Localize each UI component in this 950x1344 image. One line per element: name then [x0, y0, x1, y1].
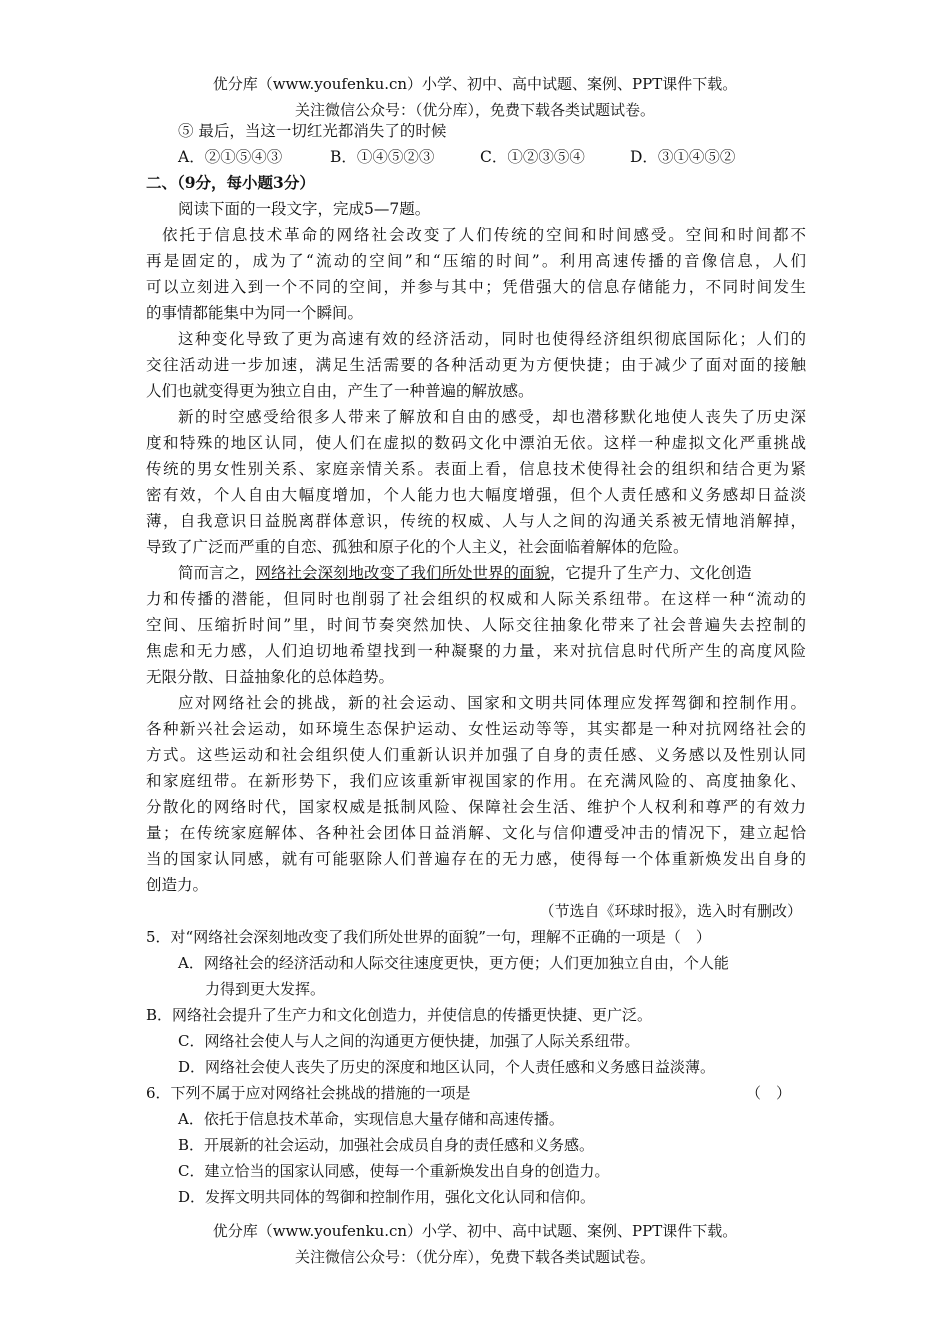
q6-answer-paren: （ ）: [746, 1084, 792, 1102]
passage-p5-line-8: 创造力。: [146, 876, 209, 894]
passage-p5-line-3: 方式。这些运动和社会组织使人们重新认识并加强了自身的责任感、义务感以及性别认同: [146, 746, 806, 764]
q4-option-a: A．②①⑤④③: [178, 148, 283, 166]
q5-option-c: C．网络社会使人与人之间的沟通更方便快捷，加强了人际关系纽带。: [178, 1032, 640, 1050]
q6-option-b: B．开展新的社会运动，加强社会成员自身的责任感和义务感。: [178, 1136, 595, 1154]
q5-option-a-line-1: A．网络社会的经济活动和人际交往速度更快，更方便；人们更加独立自由，个人能: [178, 954, 729, 972]
q6-option-a: A．依托于信息技术革命，实现信息大量存储和高速传播。: [178, 1110, 564, 1128]
q4-option-d: D．③①④⑤②: [630, 148, 736, 166]
section-2-intro: 阅读下面的一段文字，完成5—7题。: [178, 200, 431, 218]
q6-option-c: C．建立恰当的国家认同感，使每一个重新焕发出自身的创造力。: [178, 1162, 610, 1180]
passage-p2-line-1: 这种变化导致了更为高速有效的经济活动，同时也使得经济组织彻底国际化；人们的: [178, 330, 806, 348]
q5-option-b: B．网络社会提升了生产力和文化创造力，并使信息的传播更快捷、更广泛。: [146, 1006, 653, 1024]
passage-p3-line-4: 密有效，个人自由大幅度增加，个人能力也大幅度增强，但个人责任感和义务感却日益淡: [146, 486, 806, 504]
q5-stem: 5．对“网络社会深刻地改变了我们所处世界的面貌”一句，理解不正确的一项是（ ）: [146, 928, 711, 946]
page-footer-line-1: 优分库（www.youfenku.cn）小学、初中、高中试题、案例、PPT课件下载。: [212, 1222, 738, 1240]
q4-option-c: C．①②③⑤④: [480, 148, 585, 166]
passage-p1-line-4: 的事情都能集中为同一个瞬间。: [146, 304, 364, 322]
passage-p3-line-2: 度和特殊的地区认同，使人们在虚拟的数码文化中漂泊无依。这样一种虚拟文化严重挑战: [146, 434, 806, 452]
page-header-line-2: 关注微信公众号：（优分库），免费下载各类试题试卷。: [294, 101, 655, 119]
passage-p3-line-1: 新的时空感受给很多人带来了解放和自由的感受，却也潜移默化地使人丧失了历史深: [178, 408, 806, 426]
q5-option-a-line-2: 力得到更大发挥。: [205, 980, 326, 998]
passage-p4-line-2: 力和传播的潜能，但同时也削弱了社会组织的权威和人际关系纽带。在这样一种“流动的: [146, 590, 806, 608]
passage-p2-line-3: 人们也就变得更为独立自由，产生了一种普遍的解放感。: [146, 382, 534, 400]
q6-stem: 6．下列不属于应对网络社会挑战的措施的一项是: [146, 1084, 471, 1102]
passage-p5-line-6: 量；在传统家庭解体、各种社会团体日益消解、文化与信仰遭受冲击的情况下，建立起恰: [146, 824, 806, 842]
passage-p3-line-3: 传统的男女性别关系、家庭亲情关系。表面上看，信息技术使得社会的组织和结合更为紧: [146, 460, 806, 478]
passage-p3-line-6: 导致了广泛而严重的自恋、孤独和原子化的个人主义，社会面临着解体的危险。: [146, 538, 689, 556]
q6-option-d: D．发挥文明共同体的驾御和控制作用，强化文化认同和信仰。: [178, 1188, 596, 1206]
passage-source: （节选自《环球时报》，选入时有删改）: [539, 902, 802, 920]
passage-p5-line-7: 当的国家认同感，就有可能驱除人们普遍存在的无力感，使得每一个体重新焕发出自身的: [146, 850, 806, 868]
passage-p4-line-3: 空间、压缩折时间”里，时间节奏突然加快、人际交往抽象化带来了社会普遍失去控制的: [146, 616, 806, 634]
page-footer-line-2: 关注微信公众号：（优分库），免费下载各类试题试卷。: [294, 1248, 655, 1266]
passage-p1-line-3: 可以立刻进入到一个不同的空间，并参与其中；凭借强大的信息存储能力，不同时间发生: [146, 278, 806, 296]
page-header-line-1: 优分库（www.youfenku.cn）小学、初中、高中试题、案例、PPT课件下载。: [212, 75, 738, 93]
passage-p4-line-5: 无限分散、日益抽象化的总体趋势。: [146, 668, 395, 686]
q4-item-5: ⑤ 最后，当这一切红光都消失了的时候: [178, 122, 447, 140]
passage-p5-line-5: 分散化的网络时代，国家权威是抵制风险、保障社会生活、维护个人权利和尊严的有效力: [146, 798, 806, 816]
passage-p5-line-4: 和家庭纽带。在新形势下，我们应该重新审视国家的作用。在充满风险的、高度抽象化、: [146, 772, 806, 790]
passage-p5-line-2: 各种新兴社会运动，如环境生态保护运动、女性运动等等，其实都是一种对抗网络社会的: [146, 720, 806, 738]
passage-p4-suffix: ，它提升了生产力、文化创造: [550, 564, 752, 582]
passage-p4-prefix: 简而言之，: [178, 564, 256, 582]
passage-p1-line-1: 依托于信息技术革命的网络社会改变了人们传统的空间和时间感受。空间和时间都不: [162, 226, 806, 244]
passage-p3-line-5: 薄，自我意识日益脱离群体意识，传统的权威、人与人之间的沟通关系被无情地消解掉，: [146, 512, 806, 530]
passage-p4-underlined-sentence: 网络社会深刻地改变了我们所处世界的面貌: [255, 564, 551, 582]
passage-p2-line-2: 交往活动进一步加速，满足生活需要的各种活动更为方便快捷；由于减少了面对面的接触: [146, 356, 806, 374]
passage-p1-line-2: 再是固定的，成为了“流动的空间”和“压缩的时间”。利用高速传播的音像信息，人们: [146, 252, 806, 270]
passage-p4-line-1: [178, 563, 752, 583]
section-2-title: 二、（9分，每小题3分）: [146, 173, 315, 192]
passage-p5-line-1: 应对网络社会的挑战，新的社会运动、国家和文明共同体理应发挥驾御和控制作用。: [178, 694, 806, 712]
q5-option-d: D．网络社会使人丧失了历史的深度和地区认同，个人责任感和义务感日益淡薄。: [178, 1058, 716, 1076]
passage-p4-line-4: 焦虑和无力感，人们迫切地希望找到一种凝聚的力量，来对抗信息时代所产生的高度风险: [146, 642, 806, 660]
q4-option-b: B．①④⑤②③: [330, 148, 435, 166]
